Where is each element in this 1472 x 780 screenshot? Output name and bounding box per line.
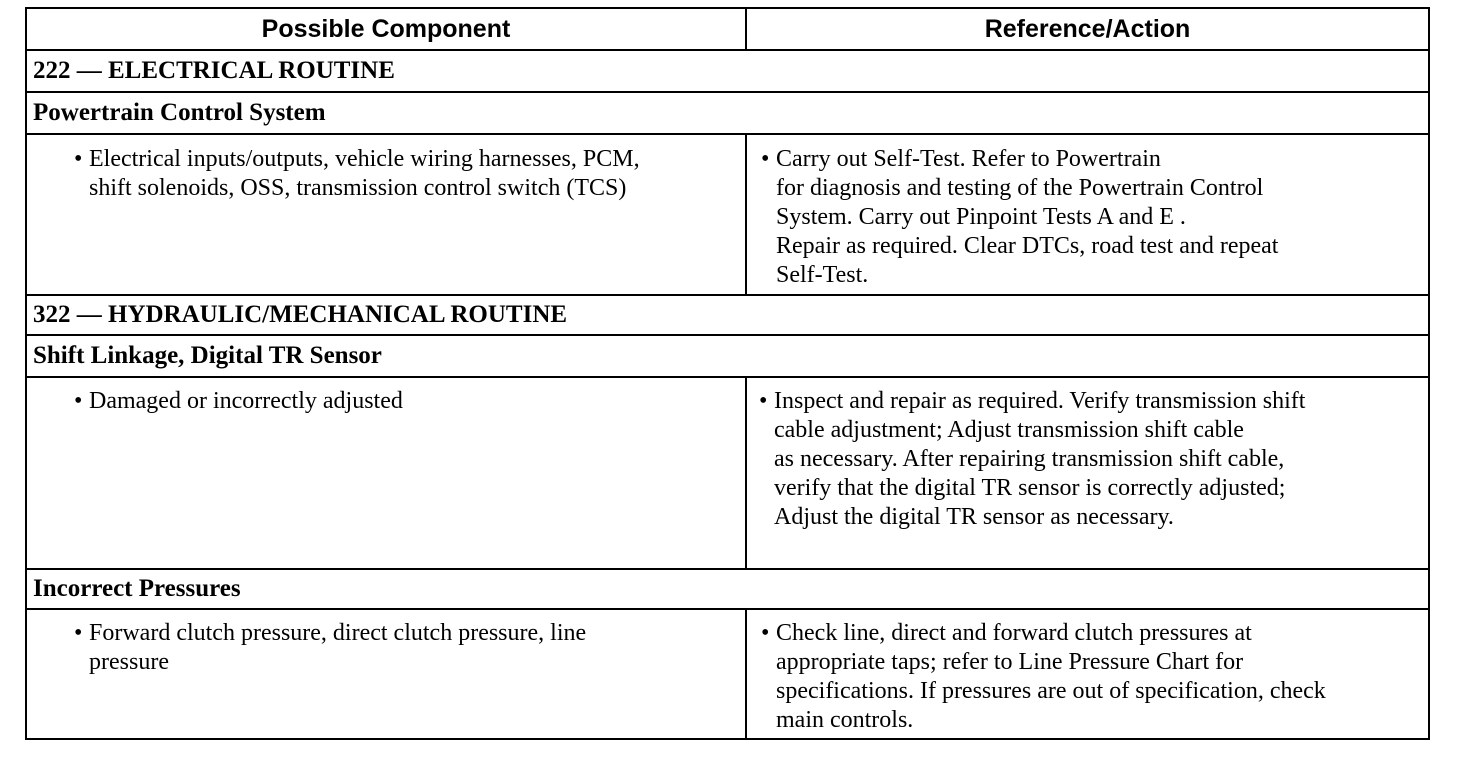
table-row-incorrect-pressures: [27, 610, 1428, 738]
action-line: verify that the digital TR sensor is correctly adjusted;: [774, 475, 1286, 501]
section-title-electrical-routine: 222 — ELECTRICAL ROUTINE: [27, 51, 1428, 93]
diagnosis-table: [25, 7, 1430, 740]
component-line: Electrical inputs/outputs, vehicle wiring harnesses, PCM,: [89, 146, 640, 172]
component-line: pressure: [89, 649, 169, 675]
action-cell: [747, 610, 1428, 738]
component-cell: [27, 610, 747, 738]
component-bullet-item: [74, 145, 640, 203]
action-line: main controls.: [776, 707, 914, 733]
component-cell: [27, 378, 747, 568]
subsection-incorrect-pressures: Incorrect Pressures: [27, 570, 1428, 610]
action-line: Adjust the digital TR sensor as necessary.: [774, 504, 1174, 530]
action-line: appropriate taps; refer to Line Pressure Chart for: [776, 649, 1244, 675]
bullet-icon: •: [761, 146, 770, 172]
action-line: Carry out Self-Test. Refer to Powertrain: [776, 146, 1161, 172]
table-header-row: [27, 9, 1428, 51]
bullet-icon: •: [759, 388, 768, 414]
table-row-powertrain: [27, 135, 1428, 296]
component-cell: [27, 135, 747, 294]
action-bullet-item: [759, 387, 1306, 532]
action-line: specifications. If pressures are out of specification, check: [776, 678, 1326, 704]
bullet-icon: •: [74, 388, 83, 414]
component-line: shift solenoids, OSS, transmission control switch (TCS): [89, 175, 627, 201]
component-bullet-item: [74, 387, 403, 416]
bullet-icon: •: [74, 620, 83, 646]
component-line: Damaged or incorrectly adjusted: [89, 388, 403, 414]
action-line: for diagnosis and testing of the Powertrain Control: [776, 175, 1264, 201]
bullet-icon: •: [761, 620, 770, 646]
action-line: Self-Test.: [776, 262, 869, 288]
action-line: System. Carry out Pinpoint Tests A and E .: [776, 204, 1186, 230]
action-bullet-item: [761, 145, 1279, 290]
subsection-shift-linkage: Shift Linkage, Digital TR Sensor: [27, 336, 1428, 378]
action-line: cable adjustment; Adjust transmission shift cable: [774, 417, 1244, 443]
header-reference-action: Reference/Action: [984, 14, 1191, 43]
action-cell: [747, 135, 1428, 294]
action-line: Inspect and repair as required. Verify transmission shift: [774, 388, 1306, 414]
component-line: Forward clutch pressure, direct clutch pressure, line: [89, 620, 587, 646]
section-title-hydraulic-mechanical-routine: 322 — HYDRAULIC/MECHANICAL ROUTINE: [27, 296, 1428, 336]
component-bullet-item: [74, 619, 587, 677]
action-line: as necessary. After repairing transmission shift cable,: [774, 446, 1285, 472]
action-bullet-item: [761, 619, 1326, 735]
action-line: Check line, direct and forward clutch pressures at: [776, 620, 1252, 646]
bullet-icon: •: [74, 146, 83, 172]
header-possible-component: Possible Component: [27, 9, 747, 49]
table-row-shift-linkage: [27, 378, 1428, 570]
action-cell: [747, 378, 1428, 568]
subsection-powertrain-control-system: Powertrain Control System: [27, 93, 1428, 135]
action-line: Repair as required. Clear DTCs, road test and repeat: [776, 233, 1279, 259]
